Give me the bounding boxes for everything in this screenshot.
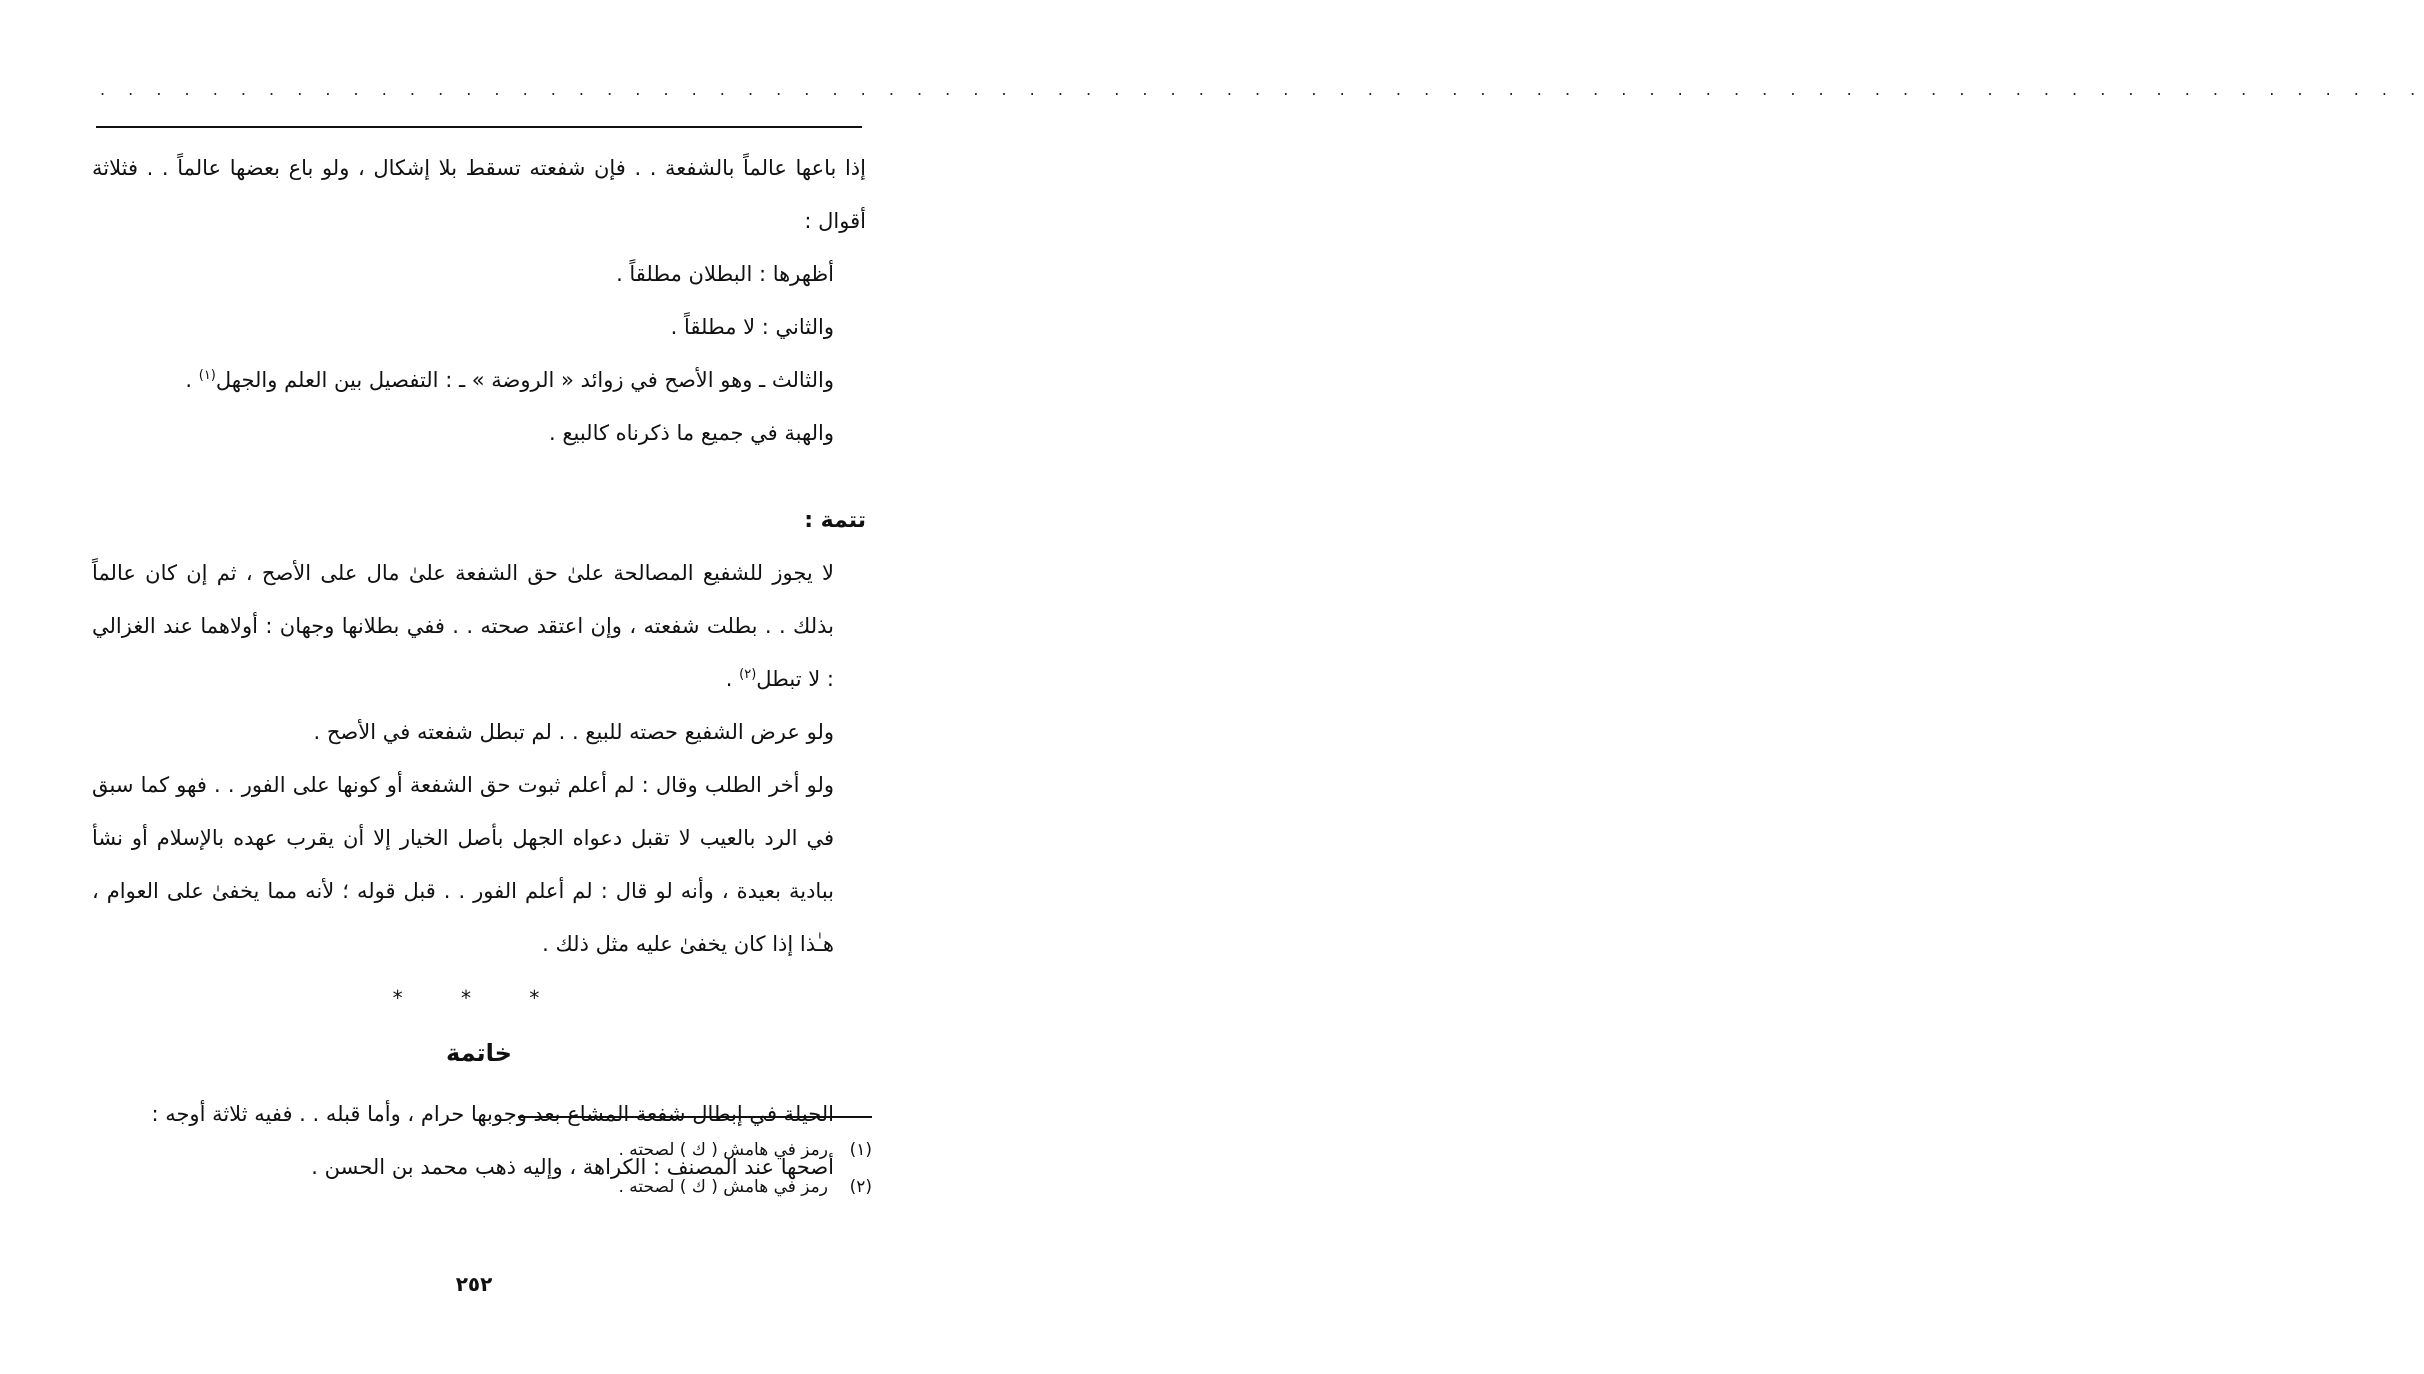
footnote-rule — [518, 1116, 872, 1118]
opinion-third-text: والثالث ـ وهو الأصح في زوائد « الروضة » ـ : التفصيل بين العلم والجهل — [215, 368, 834, 392]
footnote-ref-2[interactable]: (٢) — [739, 667, 757, 682]
heading-tatimma — [92, 494, 866, 547]
heading-tatimma-text: تتمة : — [804, 508, 866, 533]
footnote-item — [472, 1132, 872, 1169]
paragraph-stratagem-ruling: أصحها عند المصنف : الكراهة ، وإليه ذهب محمد بن الحسن . — [311, 1155, 834, 1179]
paragraph-gift: والهبة في جميع ما ذكرناه كالبيع . — [548, 421, 834, 445]
main-text — [92, 142, 866, 1194]
paragraph-delay-claim: ولو أخر الطلب وقال : لم أعلم ثبوت حق الشفعة أو كونها على الفور . . فهو كما سبق في الرد بالعيب لا تقبل دعواه الجهل بأصل الخيار إلا أن يقرب عهده بالإسلام أو نشأ ببادية بعيدة ، وأنه لو قال : لم أعلم الفور . . قبل قوله ؛ لأنه مما يخفىٰ على العوام ، هـٰذا إذا كان يخفىٰ عليه مثل ذلك . — [92, 773, 834, 956]
opinion-second: والثاني : لا مطلقاً . — [670, 315, 834, 339]
opinion-third-end: . — [185, 368, 199, 392]
paragraph-reconciliation — [92, 547, 866, 706]
heading-khatima: خاتمة — [446, 1039, 512, 1067]
paragraph-reconciliation-text: لا يجوز للشفيع المصالحة علىٰ حق الشفعة علىٰ مال على الأصح ، ثم إن كان عالماً بذلك . . بطلت شفعته ، وإن اعتقد صحته . . ففي بطلانها وجهان : أولاهما عند الغزالي : لا تبطل — [92, 561, 834, 691]
footnote-number: (١) — [849, 1140, 872, 1160]
footnote-text: رمز في هامش ( ك ) لصحته . — [618, 1140, 828, 1160]
header-rule — [96, 126, 862, 128]
paragraph-intro: إذا باعها عالماً بالشفعة . . فإن شفعته تسقط بلا إشكال ، ولو باع بعضها عالماً . . فثلاثة أقوال : — [92, 156, 866, 233]
paragraph-offer-share: ولو عرض الشفيع حصته للبيع . . لم تبطل شفعته في الأصح . — [313, 720, 834, 744]
opinion-third — [92, 354, 866, 407]
footnote-text: رمز في هامش ( ك ) لصحته . — [618, 1177, 828, 1197]
paragraph-stratagem: الحيلة في إبطال شفعة المشاع بعد وجوبها حرام ، وأما قبله . . ففيه ثلاثة أوجه : — [151, 1102, 834, 1126]
paragraph-reconciliation-end: . — [725, 667, 740, 691]
opinion-first: أظهرها : البطلان مطلقاً . — [616, 262, 834, 286]
section-separator: * * * — [392, 986, 566, 1010]
footnote-item — [472, 1169, 872, 1206]
footnotes — [472, 1132, 872, 1206]
page-number: ٢٥٢ — [455, 1272, 493, 1296]
header-dotted-line: . . . . . . . . . . . . . . . . . . . . . . . . . . . . . . . . . . . . . . . . . . . . . . . . . . . . . . . . . . . . . . . . . . . . . . . . . . . . . . . . . . . — [100, 80, 2424, 99]
footnote-number: (٢) — [849, 1177, 872, 1197]
footnote-ref-1[interactable]: (١) — [198, 368, 216, 383]
